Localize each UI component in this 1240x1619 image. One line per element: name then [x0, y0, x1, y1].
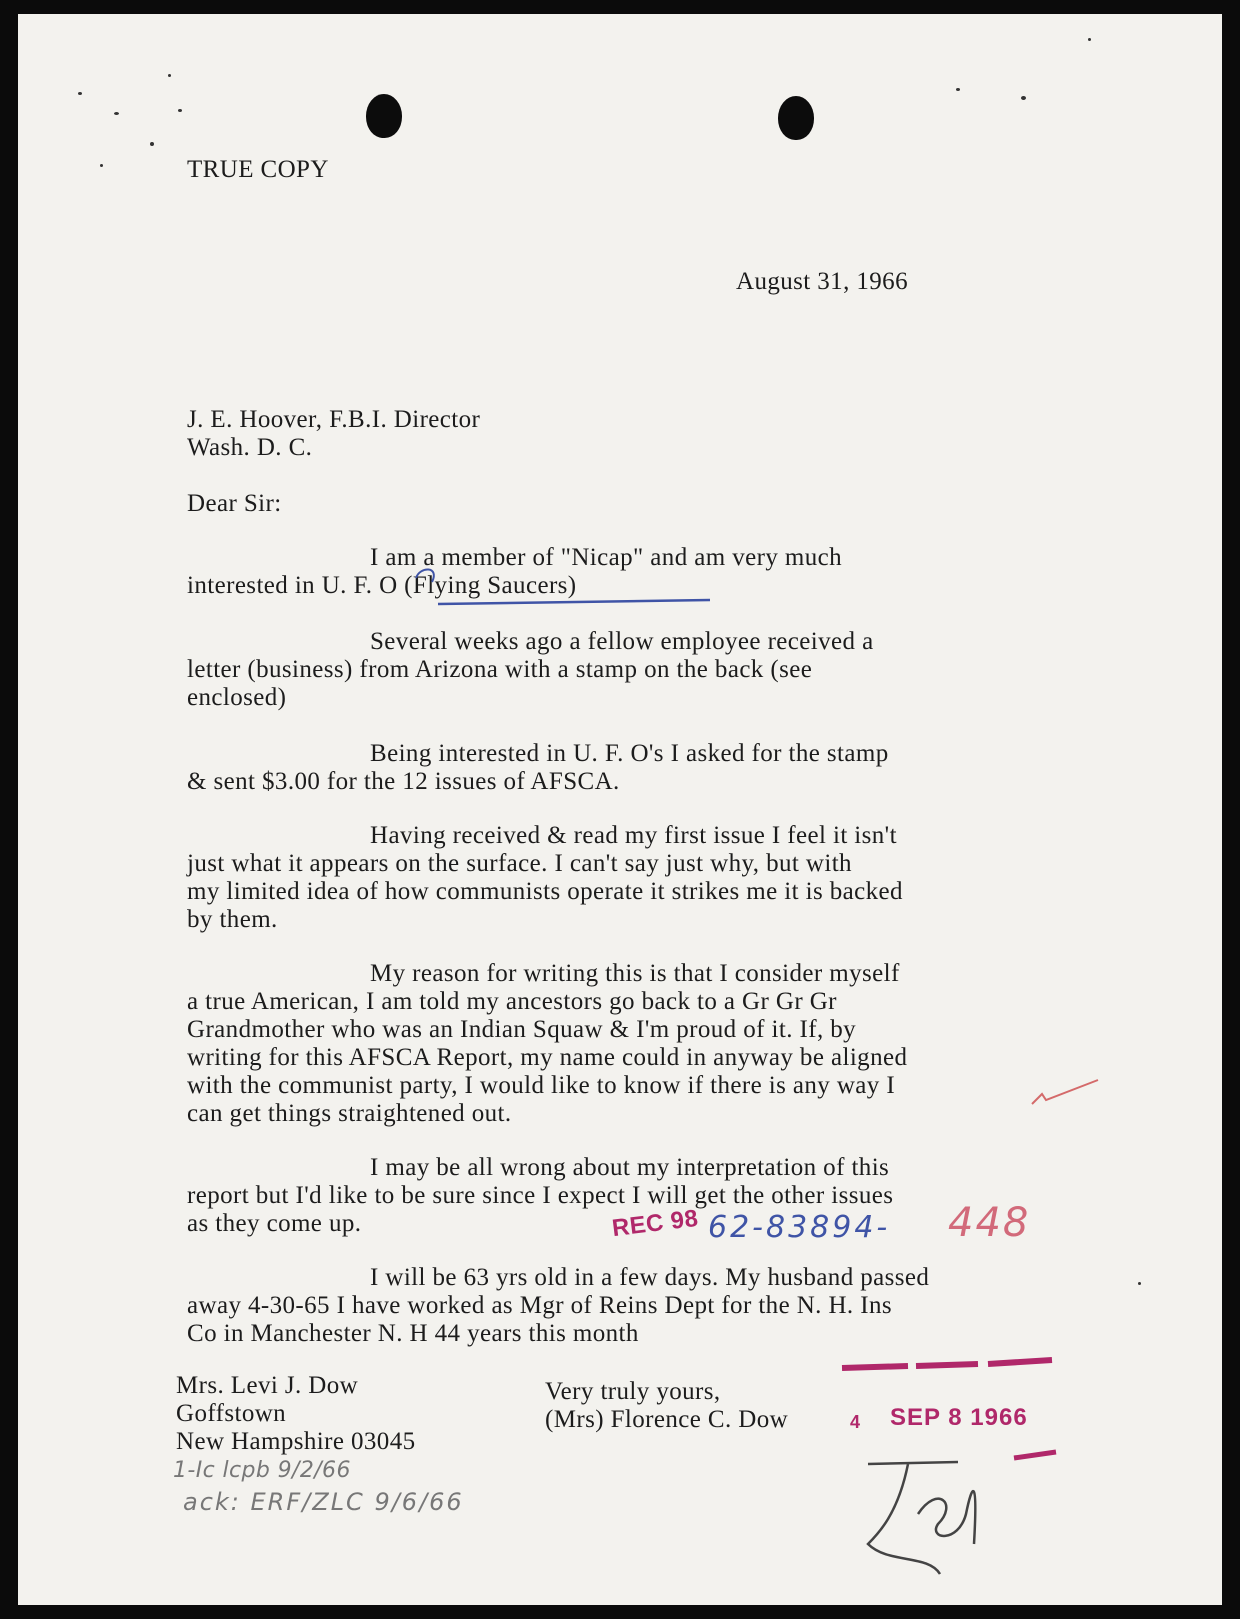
- true-copy-header: TRUE COPY: [187, 156, 329, 183]
- sender-name: Mrs. Levi J. Dow: [176, 1372, 359, 1399]
- sender-town: Goffstown: [176, 1400, 287, 1427]
- body-line: Grandmother who was an Indian Squaw & I'm proud of it. If, by: [187, 1016, 857, 1043]
- letter-date: August 31, 1966: [736, 268, 908, 295]
- salutation: Dear Sir:: [187, 490, 282, 517]
- pencil-note-1: 1-Ic lcpb 9/2/66: [173, 1458, 351, 1483]
- serial-number: 448: [948, 1200, 1031, 1246]
- body-line: as they come up.: [187, 1210, 362, 1237]
- body-line: interested in U. F. O (Flying Saucers): [187, 572, 577, 599]
- body-line: enclosed): [187, 684, 287, 711]
- body-line: Several weeks ago a fellow employee received a: [370, 628, 874, 655]
- body-line: & sent $3.00 for the 12 issues of AFSCA.: [187, 768, 620, 795]
- body-line: My reason for writing this is that I consider myself: [370, 960, 900, 987]
- body-line: away 4-30-65 I have worked as Mgr of Reins Dept for the N. H. Ins: [187, 1292, 892, 1319]
- body-line: I will be 63 yrs old in a few days. My husband passed: [370, 1264, 930, 1291]
- sender-state-zip: New Hampshire 03045: [176, 1428, 416, 1455]
- body-line: just what it appears on the surface. I can't say just why, but with: [187, 850, 852, 877]
- body-line: a true American, I am told my ancestors go back to a Gr Gr Gr: [187, 988, 837, 1015]
- blue-underline-mark: [398, 564, 718, 614]
- punch-hole-left: [366, 94, 402, 138]
- file-number: 62-83894-: [708, 1210, 891, 1245]
- body-line: I am a member of "Nicap" and am very much: [370, 544, 843, 571]
- body-line: Being interested in U. F. O's I asked for the stamp: [370, 740, 889, 767]
- body-line: Co in Manchester N. H 44 years this month: [187, 1320, 639, 1347]
- document-page: [18, 14, 1222, 1605]
- recipient-location: Wash. D. C.: [187, 434, 313, 461]
- red-check-mark: [1028, 1074, 1108, 1114]
- recipient-name: J. E. Hoover, F.B.I. Director: [187, 406, 481, 433]
- body-line: report but I'd like to be sure since I expect I will get the other issues: [187, 1182, 894, 1209]
- body-line: letter (business) from Arizona with a stamp on the back (see: [187, 656, 813, 683]
- body-line: I may be all wrong about my interpretation of this: [370, 1154, 890, 1181]
- date-stamp-prefix: 4: [850, 1412, 861, 1432]
- body-line: my limited idea of how communists operate it strikes me it is backed: [187, 878, 903, 905]
- signature-name: (Mrs) Florence C. Dow: [545, 1406, 789, 1433]
- rec-stamp: REC 98: [610, 1204, 700, 1243]
- body-line: writing for this AFSCA Report, my name could in anyway be aligned: [187, 1044, 908, 1071]
- body-line: Having received & read my first issue I feel it isn't: [370, 822, 897, 849]
- punch-hole-right: [778, 96, 814, 140]
- received-date-stamp: SEP 8 1966: [890, 1404, 1028, 1431]
- pencil-note-2: ack: ERF/ZLC 9/6/66: [183, 1488, 464, 1516]
- initials-scribble: [848, 1444, 1008, 1584]
- complimentary-close: Very truly yours,: [545, 1378, 721, 1405]
- body-line: by them.: [187, 906, 278, 933]
- body-line: can get things straightened out.: [187, 1100, 512, 1127]
- body-line: with the communist party, I would like to know if there is any way I: [187, 1072, 896, 1099]
